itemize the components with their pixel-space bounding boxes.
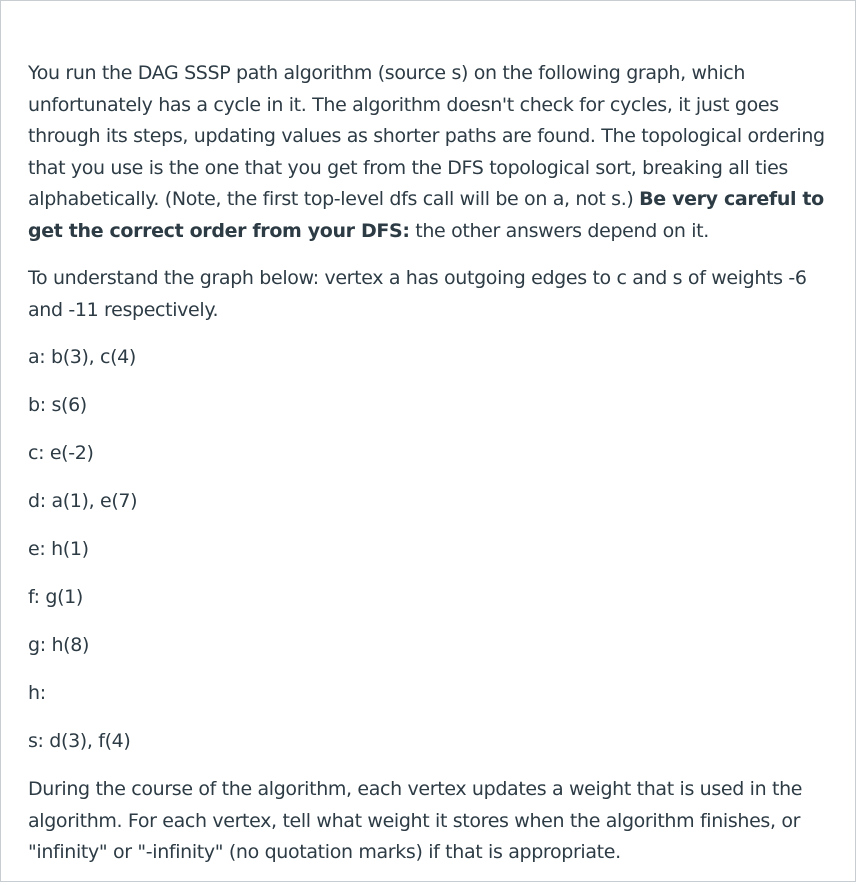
question-body (28, 58, 828, 885)
intro-bold-text: Be very careful to get the correct order from your DFS: (28, 188, 824, 242)
adjacency-line-s: s: d(3), f(4) (28, 730, 131, 752)
adjacency-line-e: e: h(1) (28, 538, 89, 560)
adjacency-line-f: f: g(1) (28, 586, 83, 608)
explanation-paragraph: To understand the graph below: vertex a has outgoing edges to c and s of weights -6 and -11 respectively. (28, 267, 807, 321)
intro-text: You run the DAG SSSP path algorithm (source s) on the following graph, which unfortunately has a cycle in it. The algorithm doesn't check for cycles, it just goes through its steps, updating values as shorter paths are found. The topological ordering that you use is the one that you get from the DFS topological sort, breaking all ties alphabetically. (Note, the first top-level dfs call will be on a, not s.) (28, 62, 825, 210)
intro-paragraph (28, 58, 828, 247)
adjacency-line-c: c: e(-2) (28, 442, 94, 464)
intro-text-end: the other answers depend on it. (409, 219, 709, 242)
closing-paragraph: During the course of the algorithm, each vertex updates a weight that is used in the algorithm. For each vertex, tell what weight it stores when the algorithm finishes, or "infinity" or "-infinity" (no quotation marks) if that is appropriate. (28, 778, 803, 863)
adjacency-line-a: a: b(3), c(4) (28, 346, 136, 368)
adjacency-line-h: h: (28, 682, 46, 704)
adjacency-line-d: d: a(1), e(7) (28, 490, 138, 512)
adjacency-line-b: b: s(6) (28, 394, 87, 416)
adjacency-line-g: g: h(8) (28, 634, 90, 656)
